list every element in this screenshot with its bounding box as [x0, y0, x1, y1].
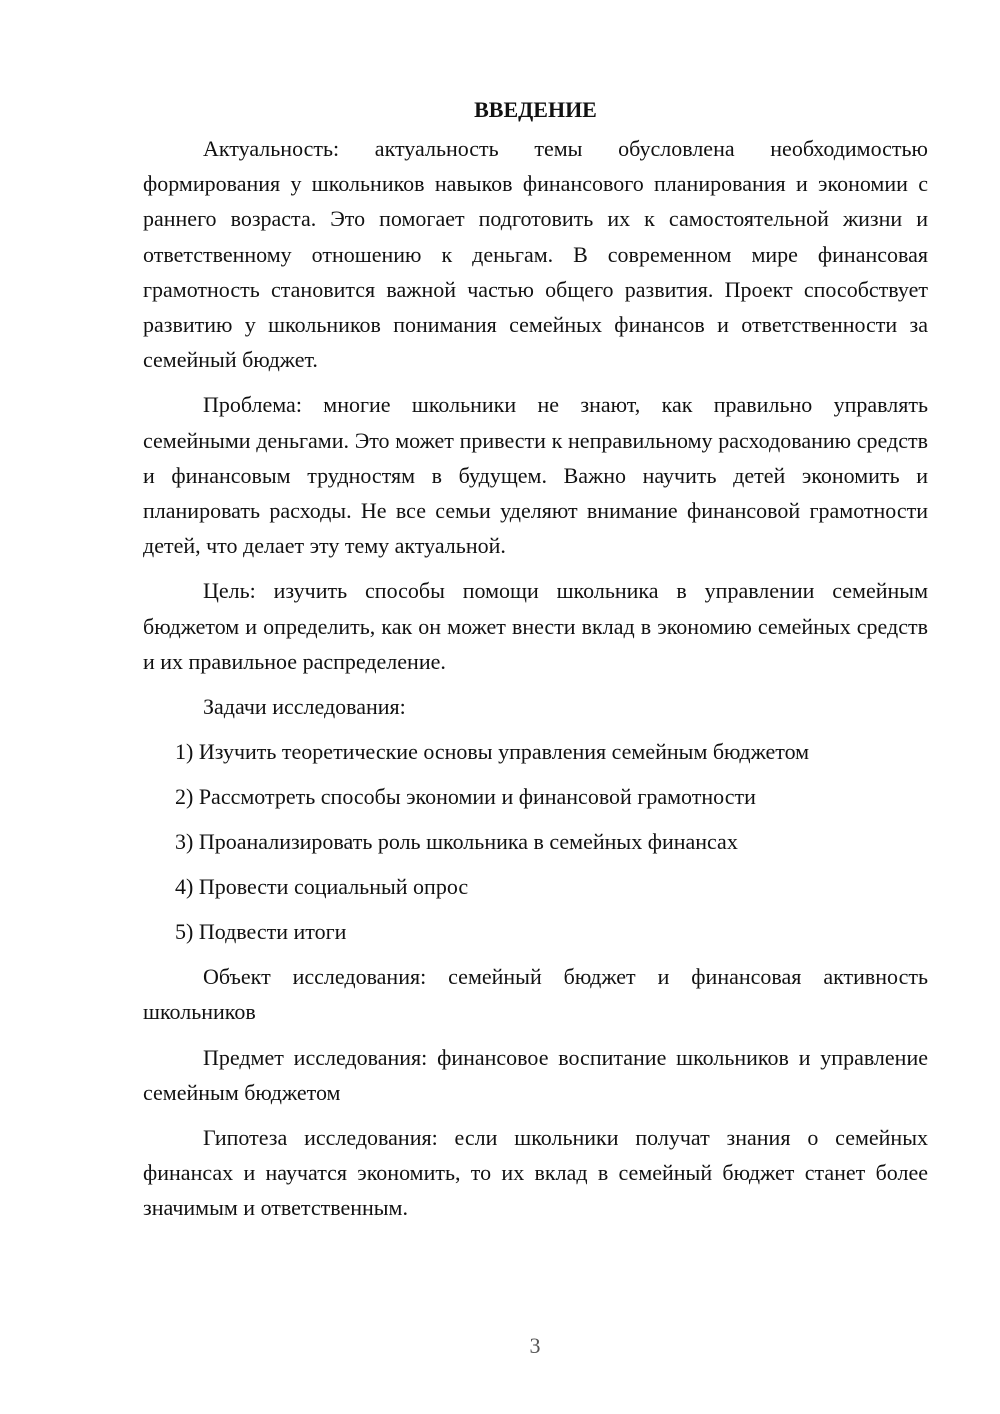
paragraph-problem: Проблема: многие школьники не знают, как правильно управлять семейными деньгами. Это может привести к неправильному расходованию средств и финансовым трудностям в будущем. Важно научить детей экономить и планировать расходы. Не все семьи уделяют внимание финансовой грамотности детей, что делает эту тему актуальной. [143, 392, 928, 559]
page-title: ВВЕДЕНИЕ [474, 97, 597, 122]
paragraph-relevance: Актуальность: актуальность темы обусловлена необходимостью формирования у школьников навыков финансового планирования и экономии с раннего возраста. Это помогает подготовить их к самостоятельной жизни и ответственному отношению к деньгам. В современном мире финансовая грамотность становится важной частью общего развития. Проект способствует развитию у школьников понимания семейных финансов и ответственности за семейный бюджет. [143, 136, 928, 373]
tasks-heading: Задачи исследования: [203, 694, 406, 720]
paragraph-hypothesis: Гипотеза исследования: если школьники получат знания о семейных финансах и научатся экономить, то их вклад в семейный бюджет станет более значимым и ответственным. [143, 1125, 928, 1221]
list-item: 5) Подвести итоги [175, 919, 347, 945]
paragraph-object: Объект исследования: семейный бюджет и финансовая активность школьников [143, 964, 928, 1025]
page-number: 3 [529, 1333, 541, 1358]
tasks-list [143, 734, 928, 949]
list-item: 3) Проанализировать роль школьника в семейных финансах [175, 829, 738, 855]
list-item: 2) Рассмотреть способы экономии и финансовой грамотности [175, 784, 756, 810]
list-item: 4) Провести социальный опрос [175, 874, 469, 900]
list-item: 1) Изучить теоретические основы управления семейным бюджетом [175, 739, 810, 765]
paragraph-goal: Цель: изучить способы помощи школьника в управлении семейным бюджетом и определить, как он может внести вклад в экономию семейных средств и их правильное распределение. [143, 578, 928, 674]
document-page [143, 92, 928, 1226]
paragraph-subject: Предмет исследования: финансовое воспитание школьников и управление семейным бюджетом [143, 1044, 928, 1105]
